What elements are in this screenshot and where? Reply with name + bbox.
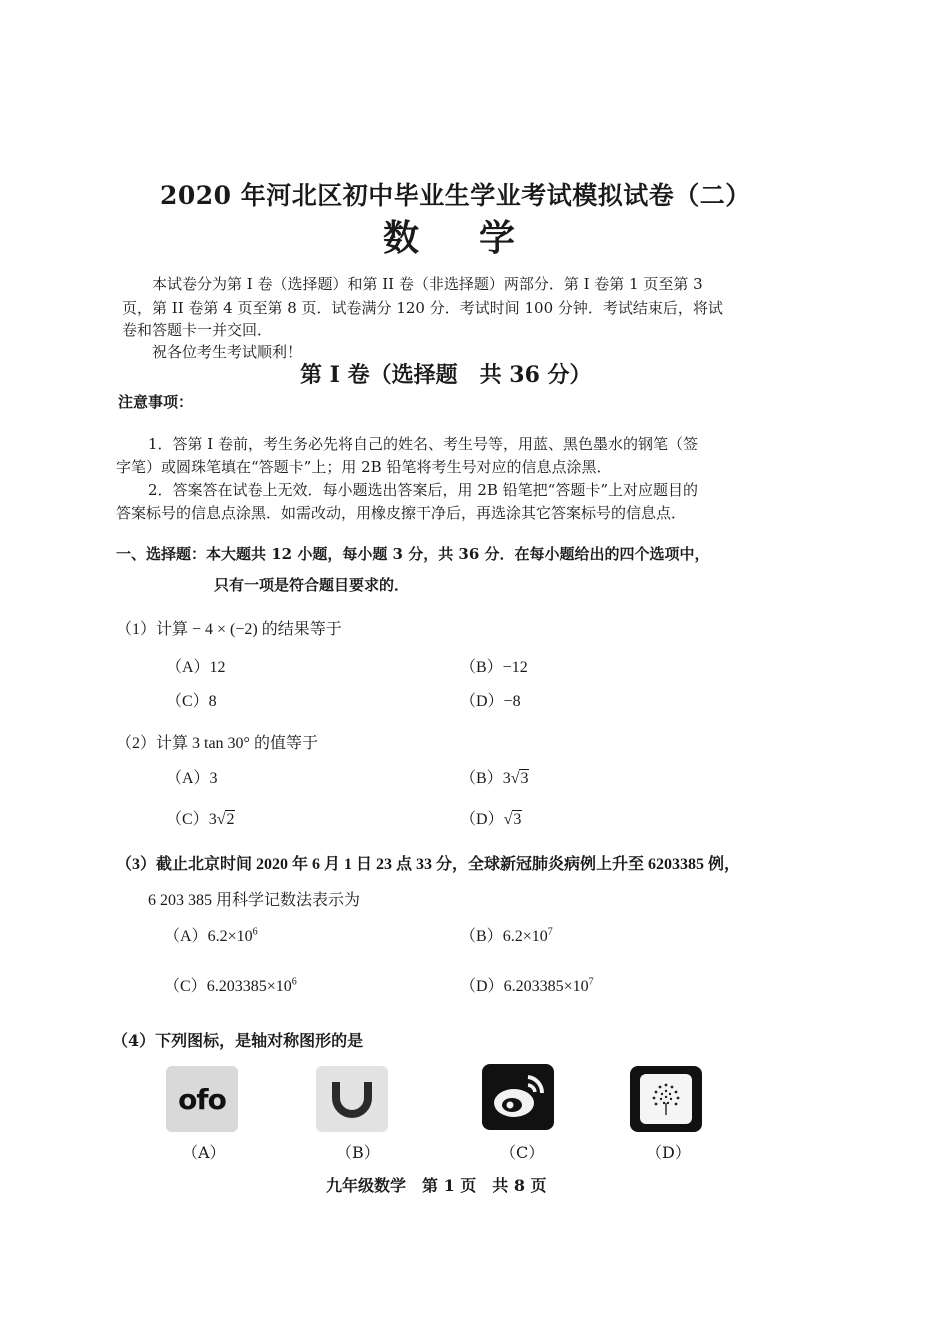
- intro-line-2: 页，第 II 卷第 4 页至第 8 页．试卷满分 120 分．考试时间 100 分钟．考试结束后，将试: [122, 299, 723, 317]
- notice-heading: 注意事项：: [118, 393, 194, 411]
- q2-option-c-radicand: 2: [226, 811, 235, 828]
- logo-label-d: （D）: [646, 1143, 691, 1162]
- section-title: 第 I 卷（选择题 共 36 分）: [300, 362, 592, 388]
- q3-option-a-base: 6.2×10: [207, 928, 253, 945]
- q3-option-a-label: （A）: [164, 928, 208, 945]
- didi-logo-icon: [322, 1072, 382, 1126]
- subject-title: 数学: [383, 217, 576, 259]
- q3-option-d-label: （D）: [460, 978, 504, 995]
- q2-option-c: [166, 806, 235, 829]
- q2-option-c-coef: 3: [208, 811, 217, 828]
- q2-option-b: [460, 765, 529, 788]
- q2-option-c-label: （C）: [166, 811, 209, 828]
- q4-stem: （4）下列图标，是轴对称图形的是: [112, 1031, 364, 1050]
- dandelion-logo-inner: [640, 1074, 692, 1124]
- q3-option-b-exp: 7: [547, 926, 553, 938]
- q1-option-c: （C）8: [166, 693, 217, 710]
- q2-option-d-radicand: 3: [513, 811, 522, 828]
- q3-option-c-exp: 6: [291, 976, 297, 988]
- part1-heading-a: 一、选择题：本大题共 12 小题，每小题 3 分，共 36 分．在每小题给出的四个选项中，: [116, 545, 710, 563]
- q3-option-b-label: （B）: [460, 928, 503, 945]
- q2-option-d-label: （D）: [460, 811, 504, 828]
- notice-1b: 字笔）或圆珠笔填在“答题卡”上；用 2B 铅笔将考生号对应的信息点涂黑．: [116, 458, 612, 476]
- dandelion-icon: [646, 1079, 686, 1119]
- didi-logo: [316, 1066, 388, 1132]
- sqrt-symbol: √3: [510, 770, 529, 787]
- q1-stem: （1）计算 − 4 × (−2) 的结果等于: [116, 621, 342, 638]
- intro-line-3: 卷和答题卡一并交回．: [122, 321, 273, 339]
- q2-option-a: （A）3: [166, 770, 218, 787]
- logo-label-a: （A）: [182, 1143, 226, 1162]
- logo-label-c: （C）: [500, 1143, 545, 1162]
- q2-option-d: [460, 806, 522, 829]
- weibo-logo-icon: [486, 1067, 550, 1127]
- q3-option-b: [460, 923, 553, 946]
- q3-option-c: [164, 973, 297, 996]
- q3-option-a: [164, 923, 258, 946]
- page-footer: 九年级数学 第 1 页 共 8 页: [326, 1176, 547, 1195]
- q2-option-b-coef: 3: [502, 770, 511, 787]
- q3-option-d-base: 6.203385×10: [503, 978, 589, 995]
- q3-option-d-exp: 7: [588, 976, 594, 988]
- notice-1a: 1．答第 I 卷前，考生务必先将自己的姓名、考生号等，用蓝、黑色墨水的钢笔（签: [148, 435, 699, 453]
- sqrt-symbol: √3: [503, 811, 522, 828]
- logo-label-b: （B）: [336, 1143, 380, 1162]
- notice-2a: 2．答案答在试卷上无效．每小题选出答案后，用 2B 铅笔把“答题卡”上对应题目的: [148, 481, 698, 499]
- intro-line-4: 祝各位考生考试顺利！: [152, 343, 303, 361]
- q1-option-d: （D）−8: [460, 693, 521, 710]
- q2-stem: （2）计算 3 tan 30° 的值等于: [116, 735, 318, 752]
- exam-title: 2020 年河北区初中毕业生学业考试模拟试卷（二）: [160, 181, 751, 210]
- ofo-logo: [166, 1066, 238, 1132]
- q3-option-c-label: （C）: [164, 978, 207, 995]
- q2-option-b-radicand: 3: [520, 770, 529, 787]
- q3-option-b-base: 6.2×10: [502, 928, 548, 945]
- q3-stem-b: 6 203 385 用科学记数法表示为: [148, 892, 361, 909]
- q1-option-a: （A）12: [166, 659, 226, 676]
- q3-option-c-base: 6.203385×10: [206, 978, 292, 995]
- q3-stem-a: （3）截止北京时间 2020 年 6 月 1 日 23 点 33 分，全球新冠肺炎病例上升至 6203385 例，: [116, 856, 741, 873]
- q1-option-b: （B）−12: [460, 659, 528, 676]
- q3-option-a-exp: 6: [252, 926, 258, 938]
- ofo-logo-text: ofo: [178, 1082, 226, 1116]
- notice-2b: 答案标号的信息点涂黑．如需改动，用橡皮擦干净后，再选涂其它答案标号的信息点．: [116, 504, 687, 522]
- sqrt-symbol: √2: [216, 811, 235, 828]
- intro-line-1: 本试卷分为第 I 卷（选择题）和第 II 卷（非选择题）两部分．第 I 卷第 1 页至第 3: [152, 275, 703, 293]
- q3-option-d: [460, 973, 594, 996]
- part1-heading-b: 只有一项是符合题目要求的．: [214, 576, 410, 594]
- dandelion-logo: [630, 1066, 702, 1132]
- q2-option-b-label: （B）: [460, 770, 503, 787]
- weibo-logo: [482, 1064, 554, 1130]
